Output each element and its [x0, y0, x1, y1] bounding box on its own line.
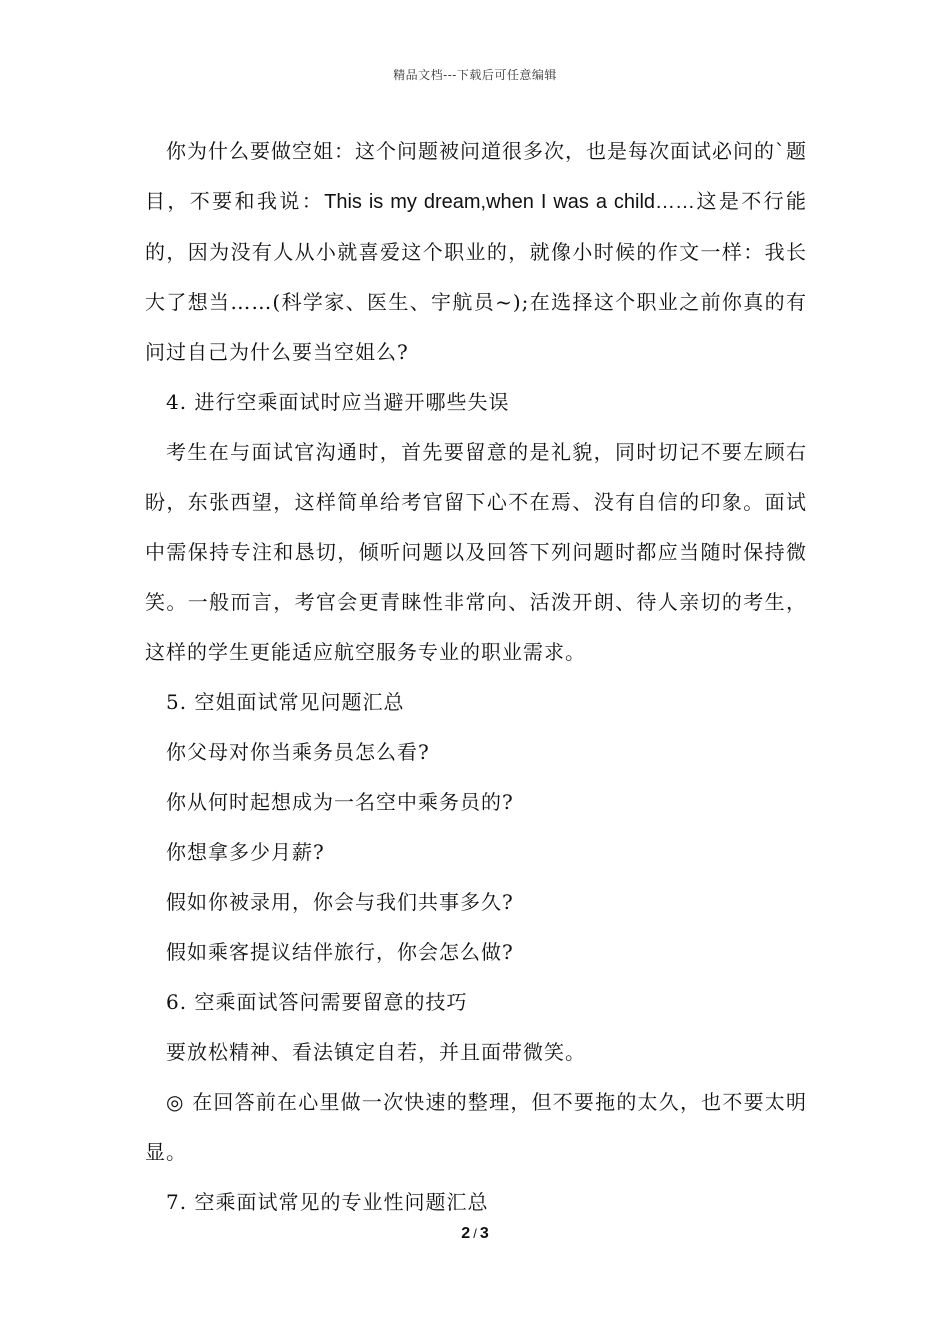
total-pages: 3 — [479, 1225, 489, 1242]
paragraph-text: 这是不行能的，因为没有人从小就喜爱这个职业的，就像小时候的作文一样：我长大了想当……(科学家、医生、宇航员~);在选择这个职业之前你真的有问过自己为什么要当空姐么? — [145, 189, 808, 364]
section-heading-6: 6. 空乘面试答问需要留意的技巧 — [166, 990, 468, 1014]
question-item: 你想拿多少月薪? — [166, 840, 325, 864]
page-header: 精品文档---下载后可任意编辑 — [393, 68, 557, 82]
english-quote: This is my dream,when I was a child…… — [324, 191, 696, 213]
page-number — [0, 1225, 950, 1243]
paragraph-why-flight-attendant — [145, 126, 807, 377]
page-separator: / — [473, 1226, 477, 1241]
section-heading-5: 5. 空姐面试常见问题汇总 — [166, 690, 405, 714]
document-body — [145, 126, 807, 1227]
paragraph-interview-mistakes: 考生在与面试官沟通时，首先要留意的是礼貌，同时切记不要左顾右盼，东张西望，这样简单给考官留下心不在焉、没有自信的印象。面试中需保持专注和恳切，倾听问题以及回答下列问题时都应当随时保持微笑。一般而言，考官会更青睐性非常向、活泼开朗、待人亲切的考生，这样的学生更能适应航空服务专业的职业需求。 — [145, 440, 807, 664]
question-item: 假如乘客提议结伴旅行，你会怎么做? — [166, 940, 514, 964]
tip-item: 要放松精神、看法镇定自若，并且面带微笑。 — [166, 1040, 586, 1064]
section-heading-7: 7. 空乘面试常见的专业性问题汇总 — [166, 1190, 489, 1214]
question-item: 你父母对你当乘务员怎么看? — [166, 740, 430, 764]
tip-item: ◎ 在回答前在心里做一次快速的整理，但不要拖的太久，也不要太明显。 — [145, 1090, 807, 1164]
question-item: 你从何时起想成为一名空中乘务员的? — [166, 790, 514, 814]
section-heading-4: 4. 进行空乘面试时应当避开哪些失误 — [166, 390, 510, 414]
paragraph-text: 你为什么要做空姐：这个问题被问道很多次，也是每次面试必问的`题目，不要和我说： — [145, 139, 807, 213]
current-page: 2 — [461, 1225, 471, 1242]
question-item: 假如你被录用，你会与我们共事多久? — [166, 890, 514, 914]
